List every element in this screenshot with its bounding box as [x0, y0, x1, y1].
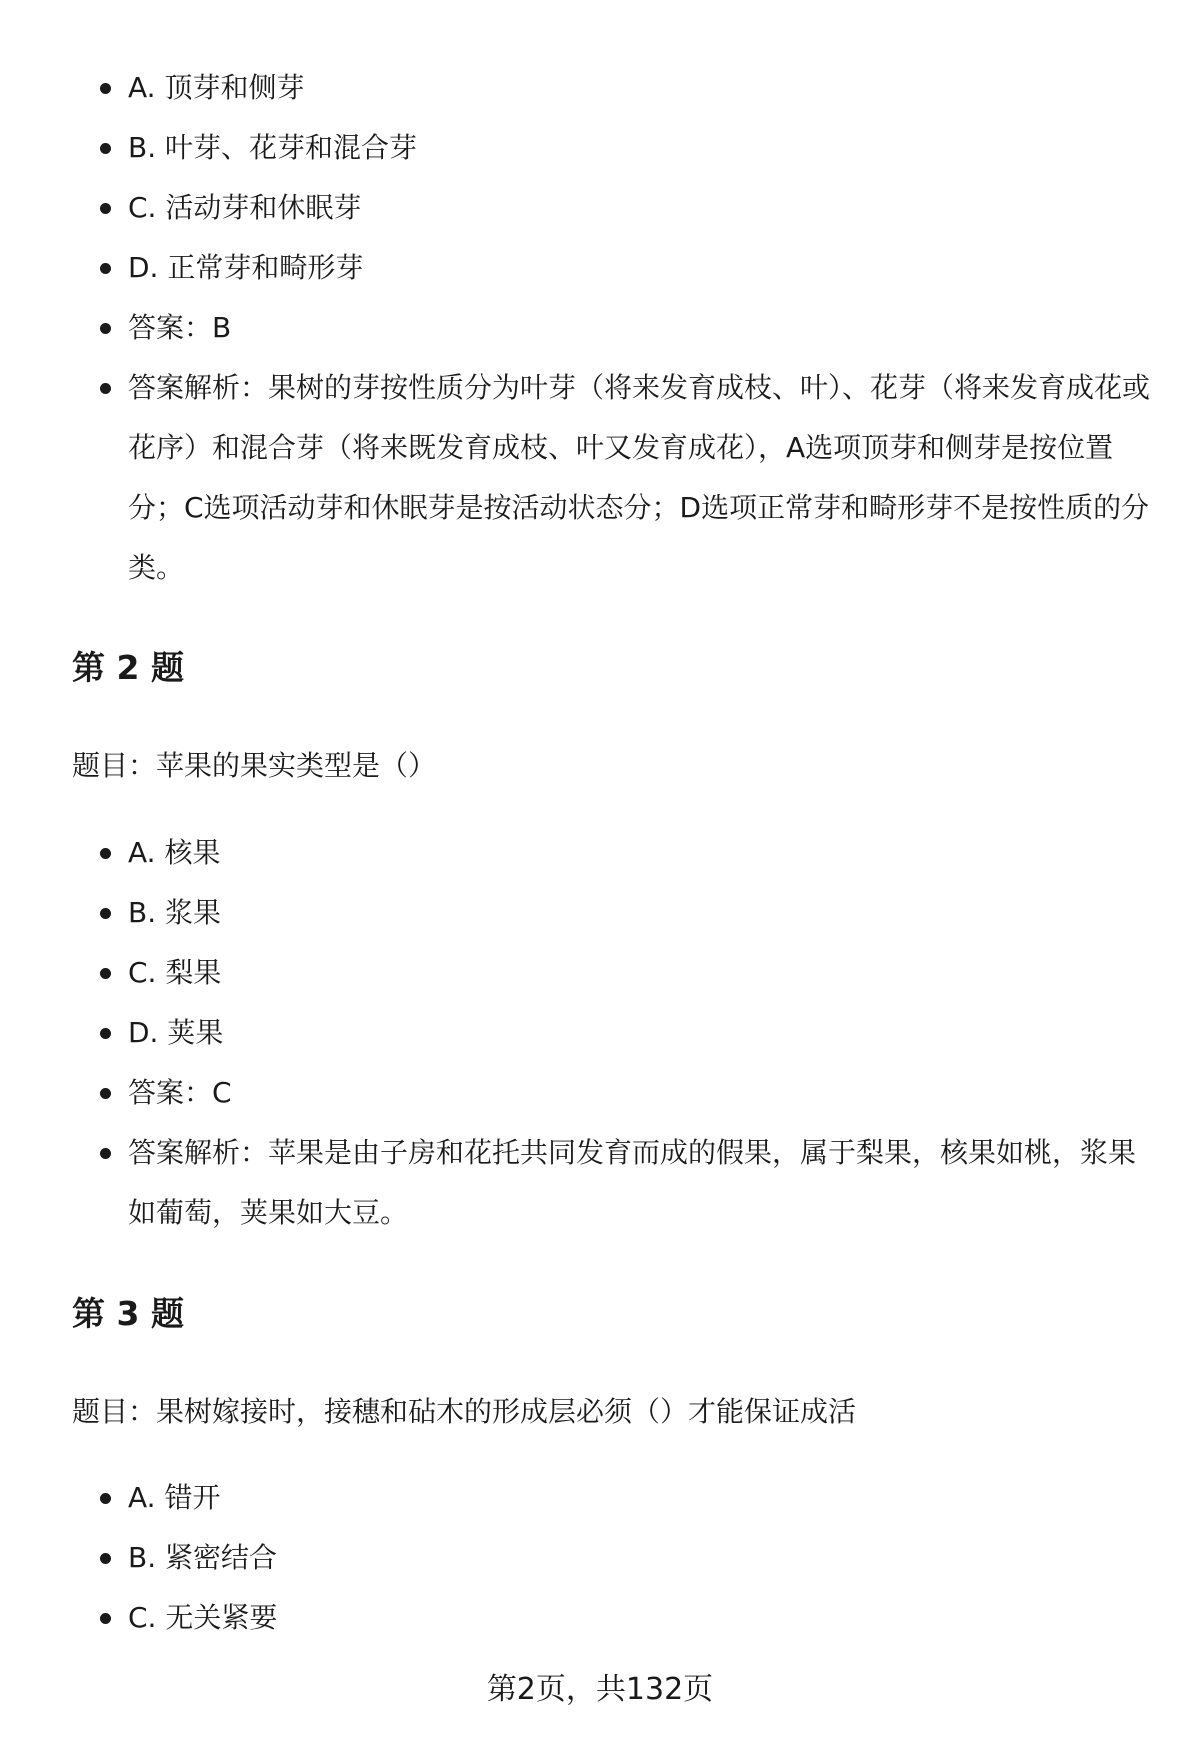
- bullet-icon: [100, 203, 111, 214]
- analysis-item: [96, 358, 1156, 598]
- list-item: [96, 58, 1156, 118]
- option-text: B. 叶芽、花芽和混合芽: [128, 131, 418, 164]
- bullet-icon: [100, 1028, 111, 1039]
- analysis-item: [96, 1123, 1156, 1243]
- list-item: [96, 1468, 1156, 1528]
- q2-option-list: [96, 823, 1156, 1243]
- list-item: [96, 1528, 1156, 1588]
- bullet-icon: [100, 1553, 111, 1564]
- option-text: A. 错开: [128, 1481, 221, 1514]
- bullet-icon: [100, 383, 111, 394]
- option-text: B. 紧密结合: [128, 1541, 278, 1574]
- bullet-icon: [100, 323, 111, 334]
- option-text: A. 顶芽和侧芽: [128, 71, 305, 104]
- question-text: 题目：果树嫁接时，接穗和砧木的形成层必须（）才能保证成活: [72, 1395, 857, 1428]
- q1-option-list: [96, 58, 1156, 598]
- answer-item: [96, 298, 1156, 358]
- q3-option-list: [96, 1468, 1156, 1648]
- list-item: [96, 1588, 1156, 1648]
- list-item: [96, 238, 1156, 298]
- bullet-icon: [100, 83, 111, 94]
- list-item: [96, 823, 1156, 883]
- option-text: D. 正常芽和畸形芽: [128, 251, 364, 284]
- page-footer: 第2页，共132页: [486, 1672, 714, 1707]
- analysis-text: 答案解析：果树的芽按性质分为叶芽（将来发育成枝、叶）、花芽（将来发育成花或花序）和混合芽（将来既发育成枝、叶又发育成花），A选项顶芽和侧芽是按位置分；C选项活动芽和休眠芽是按活动状态分；D选项正常芽和畸形芽不是按性质的分类。: [128, 371, 1151, 584]
- answer-text: 答案：B: [128, 311, 232, 344]
- bullet-icon: [100, 1493, 111, 1504]
- option-text: B. 浆果: [128, 896, 222, 929]
- question-heading: 第 2 题: [72, 648, 184, 687]
- bullet-icon: [100, 1148, 111, 1159]
- list-item: [96, 943, 1156, 1003]
- bullet-icon: [100, 848, 111, 859]
- list-item: [96, 1003, 1156, 1063]
- list-item: [96, 178, 1156, 238]
- analysis-text: 答案解析：苹果是由子房和花托共同发育而成的假果，属于梨果，核果如桃，浆果如葡萄，荚果如大豆。: [128, 1136, 1137, 1229]
- bullet-icon: [100, 1613, 111, 1624]
- bullet-icon: [100, 968, 111, 979]
- bullet-icon: [100, 263, 111, 274]
- bullet-icon: [100, 143, 111, 154]
- answer-item: [96, 1063, 1156, 1123]
- bullet-icon: [100, 1088, 111, 1099]
- option-text: D. 荚果: [128, 1016, 224, 1049]
- option-text: C. 梨果: [128, 956, 222, 989]
- option-text: C. 活动芽和休眠芽: [128, 191, 362, 224]
- question-heading: 第 3 题: [72, 1294, 184, 1333]
- question-text: 题目：苹果的果实类型是（）: [72, 749, 437, 782]
- list-item: [96, 883, 1156, 943]
- list-item: [96, 118, 1156, 178]
- answer-text: 答案：C: [128, 1076, 232, 1109]
- option-text: A. 核果: [128, 836, 221, 869]
- bullet-icon: [100, 908, 111, 919]
- option-text: C. 无关紧要: [128, 1601, 278, 1634]
